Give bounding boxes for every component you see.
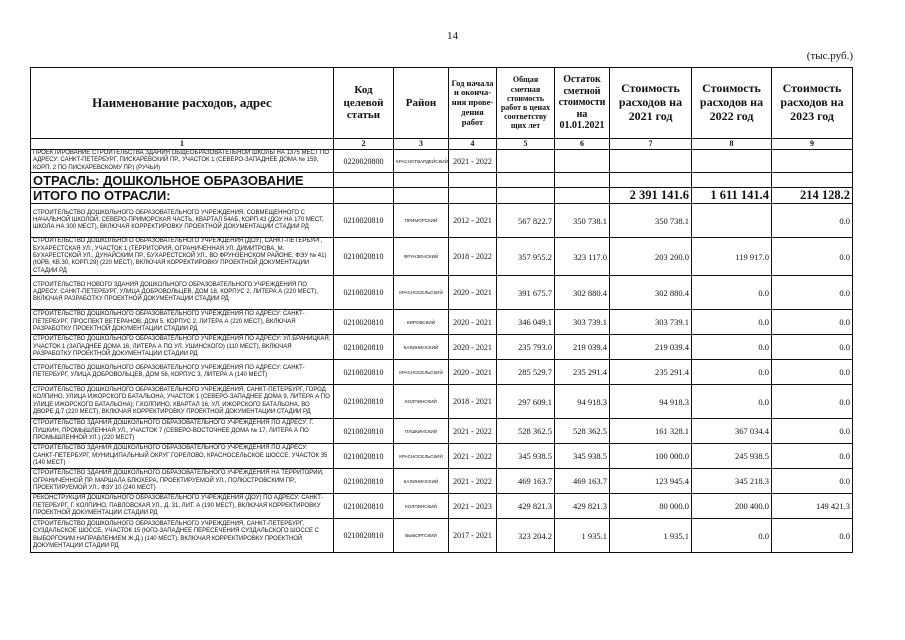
district: КРАСНОГВАРДЕЙСКИЙ — [394, 150, 449, 173]
column-number-row — [31, 139, 853, 150]
cost-2021: 100 000.0 — [610, 444, 692, 469]
expense-name: СТРОИТЕЛЬСТВО ЗДАНИЯ ДОШКОЛЬНОГО ОБРАЗОВАТЕЛЬНОГО УЧРЕЖДЕНИЯ ПО АДРЕСУ: САНКТ-ПЕТЕРБУРГ, МУНИЦИПАЛЬНЫЙ ОКРУГ ГОРЕЛОВО, КРАСНОСЕЛЬСКОЕ ШОССЕ, УЧАСТОК 35 (140 МЕСТ) — [31, 444, 334, 469]
expense-name: СТРОИТЕЛЬСТВО ДОШКОЛЬНОГО ОБРАЗОВАТЕЛЬНОГО УЧРЕЖДЕНИЯ, САНКТ-ПЕТЕРБУРГ, СУЗДАЛЬСКОЕ ШОССЕ, УЧАСТОК 15 (ЮГО-ЗАПАДНЕЕ ПЕРЕСЕЧЕНИЯ СУЗДАЛЬСКОГО ШОССЕ С ВЫБОРГСКИМ НАПРАВЛЕНИЕМ Ж.Д.) (140 МЕСТ), ВКЛЮЧАЯ КОРРЕКТИРОВКУ ПРОЕКТНОЙ ДОКУМЕНТАЦИИ СТАДИИ РД — [31, 519, 334, 553]
cost-2023: 0.0 — [772, 419, 853, 444]
cost-2022: 0.0 — [692, 310, 772, 335]
work-years: 2021 - 2022 — [449, 444, 497, 469]
cost-2022: 119 917.0 — [692, 238, 772, 276]
cost-2022: 245 938.5 — [692, 444, 772, 469]
total-estimate: 528 362.5 — [497, 419, 555, 444]
cost-2021: 1 935.1 — [610, 519, 692, 553]
work-years: 2021 - 2022 — [449, 150, 497, 173]
cost-2022: 0.0 — [692, 519, 772, 553]
empty-cell — [334, 173, 394, 188]
expense-name: СТРОИТЕЛЬСТВО ДОШКОЛЬНОГО ОБРАЗОВАТЕЛЬНОГО УЧРЕЖДЕНИЯ, СОВМЕЩЕННОГО С НАЧАЛЬНОЙ ШКОЛОЙ, СЕВЕРО-ПРИМОРСКАЯ ЧАСТЬ, КВАРТАЛ 54АБ, КОРП.43 (ДОУ НА 170 МЕСТ, ШКОЛА НА 300 МЕСТ), ВКЛЮЧАЯ КОРРЕКТИРОВКУ ПРОЕКТНОЙ ДОКУМЕНТАЦИИ СТАДИИ РД — [31, 204, 334, 238]
remaining-estimate: 219 039.4 — [555, 335, 610, 360]
remaining-estimate: 94 918.3 — [555, 385, 610, 419]
cost-2021: 123 945.4 — [610, 469, 692, 494]
header-cost-2022: Стоимость расходов на 2022 год — [692, 68, 772, 139]
total-estimate: 357 955.2 — [497, 238, 555, 276]
cost-2023: 0.0 — [772, 276, 853, 310]
expense-name: СТРОИТЕЛЬСТВО НОВОГО ЗДАНИЯ ДОШКОЛЬНОГО ОБРАЗОВАТЕЛЬНОГО УЧРЕЖДЕНИЯ ПО АДРЕСУ: САНКТ-ПЕТЕРБУРГ, УЛИЦА ДОБРОВОЛЬЦЕВ, ДОМ 18, КОРПУС 2, ЛИТЕРА А (220 МЕСТ), ВКЛЮЧАЯ РАЗРАБОТКУ ПРОЕКТНОЙ ДОКУМЕНТАЦИИ СТАДИИ РД — [31, 276, 334, 310]
table-row — [31, 519, 853, 553]
expense-name: СТРОИТЕЛЬСТВО ЗДАНИЯ ДОШКОЛЬНОГО ОБРАЗОВАТЕЛЬНОГО УЧРЕЖДЕНИЯ НА ТЕРРИТОРИИ, ОГРАНИЧЕННОЙ ПР. МАРШАЛА БЛЮХЕРА, ПРОЕКТИРУЕМОЙ УЛ., ПОЛЮСТРОВСКИМ ПР., ПРОЕКТИРУЕМОЙ УЛ., ФЗУ 10 (240 МЕСТ) — [31, 469, 334, 494]
district: КОЛПИНСКИЙ — [394, 494, 449, 519]
remaining-estimate: 1 935.1 — [555, 519, 610, 553]
section-total-row — [31, 188, 853, 204]
column-number: 3 — [394, 139, 449, 150]
district: ВЫБОРГСКИЙ — [394, 519, 449, 553]
cost-2022 — [692, 204, 772, 238]
section-total-label: ИТОГО ПО ОТРАСЛИ: — [31, 188, 334, 204]
cost-2023: 149 421.3 — [772, 494, 853, 519]
empty-cell — [692, 173, 772, 188]
work-years: 2020 - 2021 — [449, 360, 497, 385]
cost-2021: 219 039.4 — [610, 335, 692, 360]
table-row — [31, 419, 853, 444]
column-number: 2 — [334, 139, 394, 150]
work-years: 2021 - 2023 — [449, 494, 497, 519]
target-code: 0210020810 — [334, 419, 394, 444]
cost-2021: 302 880.4 — [610, 276, 692, 310]
cost-2021: 203 200.0 — [610, 238, 692, 276]
cost-2022: 367 034.4 — [692, 419, 772, 444]
total-estimate: 469 163.7 — [497, 469, 555, 494]
remaining-estimate: 302 880.4 — [555, 276, 610, 310]
district: КИРОВСКИЙ — [394, 310, 449, 335]
work-years: 2012 - 2021 — [449, 204, 497, 238]
page-number: 14 — [447, 30, 458, 42]
work-years: 2018 - 2021 — [449, 385, 497, 419]
header-total-cost: Общая сметная стоимость работ в ценах соответству щих лет — [497, 68, 555, 139]
column-number: 1 — [31, 139, 334, 150]
target-code: 0210020810 — [334, 335, 394, 360]
total-estimate: 323 204.2 — [497, 519, 555, 553]
district: КРАСНОСЕЛЬСКИЙ — [394, 444, 449, 469]
table-row — [31, 335, 853, 360]
target-code: 0210020810 — [334, 310, 394, 335]
cost-2021: 94 918.3 — [610, 385, 692, 419]
table-row — [31, 150, 853, 173]
remaining-estimate: 429 821.3 — [555, 494, 610, 519]
expense-name: СТРОИТЕЛЬСТВО ДОШКОЛЬНОГО ОБРАЗОВАТЕЛЬНОГО УЧРЕЖДЕНИЯ ПО АДРЕСУ: САНКТ-ПЕТЕРБУРГ, УЛИЦА ДОБРОВОЛЬЦЕВ, ДОМ 56, КОРПУС 3, ЛИТЕРА А (140 МЕСТ) — [31, 360, 334, 385]
cost-2022: 0.0 — [692, 360, 772, 385]
section-title: ОТРАСЛЬ: ДОШКОЛЬНОЕ ОБРАЗОВАНИЕ — [31, 173, 334, 188]
target-code: 0210020810 — [334, 276, 394, 310]
table-row — [31, 310, 853, 335]
expense-name: СТРОИТЕЛЬСТВО ДОШКОЛЬНОГО ОБРАЗОВАТЕЛЬНОГО УЧРЕЖДЕНИЯ ПО АДРЕСУ: УЛ.БРАНИЦКАЯ, УЧАСТОК 1 (ЗАПАДНЕЕ ДОМА 16, ЛИТЕРА А ПО УЛ. УШИНСКОГО) (110 МЕСТ), ВКЛЮЧАЯ РАЗРАБОТКУ ПРОЕКТНОЙ ДОКУМЕНТАЦИИ СТАДИИ РД — [31, 335, 334, 360]
total-estimate: 235 793.0 — [497, 335, 555, 360]
cost-2021: 235 291.4 — [610, 360, 692, 385]
header-remaining: Остаток сметной стоимости на 01.01.2021 — [555, 68, 610, 139]
target-code: 0210020810 — [334, 469, 394, 494]
expense-name: ПРОЕКТИРОВАНИЕ СТРОИТЕЛЬСТВА ЗДАНИЯ ОБЩЕОБРАЗОВАТЕЛЬНОЙ ШКОЛЫ НА 1375 МЕСТ ПО АДРЕСУ: САНКТ-ПЕТЕРБУРГ, ПИСКАРЕВСКИЙ ПР., УЧАСТОК 1 (СЕВЕРО-ЗАПАДНЕЕ ДОМА № 159, КОРП. 2 ПО ПИСКАРЕВСКОМУ ПР.) (РУЧЬИ) — [31, 150, 334, 173]
column-number: 6 — [555, 139, 610, 150]
cost-2022: 345 218.3 — [692, 469, 772, 494]
remaining-estimate: 323 117.0 — [555, 238, 610, 276]
empty-cell — [555, 188, 610, 204]
remaining-estimate: 528 362.5 — [555, 419, 610, 444]
work-years: 2021 - 2022 — [449, 469, 497, 494]
total-2022: 1 611 141.4 — [692, 188, 772, 204]
cost-2021: 303 739.1 — [610, 310, 692, 335]
expense-name: СТРОИТЕЛЬСТВО ДОШКОЛЬНОГО ОБРАЗОВАТЕЛЬНОГО УЧРЕЖДЕНИЯ ПО АДРЕСУ: САНКТ-ПЕТЕРБУРГ, ПРОСПЕКТ ВЕТЕРАНОВ, ДОМ 5, КОРПУС 2, ЛИТЕРА А (220 МЕСТ), ВКЛЮЧАЯ РАЗРАБОТКУ ПРОЕКТНОЙ ДОКУМЕНТАЦИИ СТАДИИ РД — [31, 310, 334, 335]
expense-name: СТРОИТЕЛЬСТВО ДОШКОЛЬНОГО ОБРАЗОВАТЕЛЬНОГО УЧРЕЖДЕНИЯ, САНКТ-ПЕТЕРБУРГ, ГОРОД КОЛПИНО, УЛИЦА ИЖОРСКОГО БАТАЛЬОНА, УЧАСТОК 1 (СЕВЕРО-ЗАПАДНЕЕ ДОМА 9, ЛИТЕРА А ПО УЛИЦЕ ИЖОРСКОГО БАТАЛЬОНА); Г.КОЛПИНО, КВАРТАЛ 16, УЛ. ИЖОРСКОГО БАТАЛЬОНА, ВО ДВОРЕ Д.7 (220 МЕСТ), ВКЛЮЧАЯ КОРРЕКТИРОВКУ ПРОЕКТНОЙ ДОКУМЕНТАЦИИ СТАДИИ РД — [31, 385, 334, 419]
expense-name: СТРОИТЕЛЬСТВО ДОШКОЛЬНОГО ОБРАЗОВАТЕЛЬНОГО УЧРЕЖДЕНИЯ (ДОУ), САНКТ-ПЕТЕРБУРГ, БУХАРЕСТСКАЯ УЛ., УЧАСТОК 1 (ТЕРРИТОРИЯ, ОГРАНИЧЕННАЯ УЛ. ДИМИТРОВА, М. БУХАРЕСТСКОЙ УЛ., ДУНАЙСКИМ ПР., БУХАРЕСТСКОЙ УЛ., ВО ФРУНЗЕНСКОМ РАЙОНЕ, ФЭУ № 41) (ЮРВ, КВ.30, КОРП.29) (220 МЕСТ), ВКЛЮЧАЯ КОРРЕКТИРОВКУ ПРОЕКТНОЙ ДОКУМЕНТАЦИИ СТАДИИ РД — [31, 238, 334, 276]
header-name: Наименование расходов, адрес — [31, 68, 334, 139]
cost-2023: 0.0 — [772, 335, 853, 360]
cost-2022: 200 400.0 — [692, 494, 772, 519]
empty-cell — [497, 150, 555, 173]
total-estimate: 391 675.7 — [497, 276, 555, 310]
cost-2023: 0.0 — [772, 385, 853, 419]
column-number: 7 — [610, 139, 692, 150]
cost-2021: 80 000.0 — [610, 494, 692, 519]
table-row — [31, 494, 853, 519]
empty-cell — [394, 188, 449, 204]
empty-cell — [449, 173, 497, 188]
work-years: 2018 - 2022 — [449, 238, 497, 276]
table-row — [31, 360, 853, 385]
empty-cell — [449, 188, 497, 204]
total-estimate: 429 821.3 — [497, 494, 555, 519]
empty-cell — [555, 173, 610, 188]
empty-cell — [772, 150, 853, 173]
cost-2022: 0.0 — [692, 385, 772, 419]
empty-cell — [610, 173, 692, 188]
remaining-estimate: 235 291.4 — [555, 360, 610, 385]
header-cost-2023: Стоимость расходов на 2023 год — [772, 68, 853, 139]
target-code: 0210020810 — [334, 360, 394, 385]
column-number: 9 — [772, 139, 853, 150]
empty-cell — [555, 150, 610, 173]
remaining-estimate: 303 739.1 — [555, 310, 610, 335]
cost-2021: 161 328.1 — [610, 419, 692, 444]
remaining-estimate: 469 163.7 — [555, 469, 610, 494]
cost-2023: 0.0 — [772, 469, 853, 494]
cost-2021: 350 738.1 — [610, 204, 692, 238]
district: ПРИМОРСКИЙ — [394, 204, 449, 238]
column-number: 4 — [449, 139, 497, 150]
total-estimate: 285 529.7 — [497, 360, 555, 385]
cost-2022: 0.0 — [692, 335, 772, 360]
district: КАЛИНИНСКИЙ — [394, 335, 449, 360]
empty-cell — [497, 173, 555, 188]
total-estimate: 345 938.5 — [497, 444, 555, 469]
target-code: 0210020810 — [334, 519, 394, 553]
table-row — [31, 276, 853, 310]
work-years: 2020 - 2021 — [449, 310, 497, 335]
table-row — [31, 204, 853, 238]
empty-cell — [772, 173, 853, 188]
work-years: 2020 - 2021 — [449, 335, 497, 360]
district: КАЛИНИНСКИЙ — [394, 469, 449, 494]
district: КОЛПИНСКИЙ — [394, 385, 449, 419]
budget-table — [30, 67, 853, 553]
total-2023: 214 128.2 — [772, 188, 853, 204]
district: КРАСНОСЕЛЬСКИЙ — [394, 360, 449, 385]
table-row — [31, 444, 853, 469]
empty-cell — [334, 188, 394, 204]
target-code: 0210020810 — [334, 238, 394, 276]
work-years: 2020 - 2021 — [449, 276, 497, 310]
empty-cell — [692, 150, 772, 173]
district: КРАСНОСЕЛЬСКИЙ — [394, 276, 449, 310]
column-number: 5 — [497, 139, 555, 150]
cost-2023: 0.0 — [772, 238, 853, 276]
table-row — [31, 469, 853, 494]
cost-2023: 0.0 — [772, 519, 853, 553]
table-row — [31, 385, 853, 419]
target-code: 0210020810 — [334, 385, 394, 419]
district: ПУШКИНСКИЙ — [394, 419, 449, 444]
header-years: Год начала и оконча-ния прове-дения работ — [449, 68, 497, 139]
header-district: Район — [394, 68, 449, 139]
empty-cell — [497, 188, 555, 204]
column-number: 8 — [692, 139, 772, 150]
total-estimate: 346 049.1 — [497, 310, 555, 335]
remaining-estimate: 345 938.5 — [555, 444, 610, 469]
empty-cell — [610, 150, 692, 173]
remaining-estimate: 350 738.1 — [555, 204, 610, 238]
cost-2023: 0.0 — [772, 204, 853, 238]
section-title-row — [31, 173, 853, 188]
header-code: Код целевой статьи — [334, 68, 394, 139]
district: ФРУНЗЕНСКИЙ — [394, 238, 449, 276]
work-years: 2021 - 2022 — [449, 419, 497, 444]
total-2021: 2 391 141.6 — [610, 188, 692, 204]
target-code: 0210020810 — [334, 494, 394, 519]
cost-2023: 0.0 — [772, 360, 853, 385]
table-row — [31, 238, 853, 276]
total-estimate: 567 822.7 — [497, 204, 555, 238]
empty-cell — [394, 173, 449, 188]
total-estimate: 297 609.1 — [497, 385, 555, 419]
target-code: 0210020810 — [334, 204, 394, 238]
cost-2023: 0.0 — [772, 310, 853, 335]
header-row — [31, 68, 853, 139]
units-label: (тыс.руб.) — [806, 50, 853, 62]
expense-name: РЕКОНСТРУКЦИЯ ДОШКОЛЬНОГО ОБРАЗОВАТЕЛЬНОГО УЧРЕЖДЕНИЯ (ДОУ) ПО АДРЕСУ: САНКТ-ПЕТЕРБУРГ, Г. КОЛПИНО, ПАВЛОВСКАЯ УЛ., Д. 31, ЛИТ. А (190 МЕСТ), ВКЛЮЧАЯ КОРРЕКТИРОВКУ ПРОЕКТНОЙ ДОКУМЕНТАЦИИ СТАДИИ РД — [31, 494, 334, 519]
target-code: 0220020800 — [334, 150, 394, 173]
work-years: 2017 - 2021 — [449, 519, 497, 553]
cost-2023: 0.0 — [772, 444, 853, 469]
target-code: 0210020810 — [334, 444, 394, 469]
expense-name: СТРОИТЕЛЬСТВО ЗДАНИЯ ДОШКОЛЬНОГО ОБРАЗОВАТЕЛЬНОГО УЧРЕЖДЕНИЯ ПО АДРЕСУ: Г. ПУШКИН, ПРОМЫШЛЕННАЯ УЛ., УЧАСТОК 7 (СЕВЕРО-ВОСТОЧНЕЕ ДОМА № 17, ЛИТЕРА А ПО ПРОМЫШЛЕННОЙ УЛ.) (220 МЕСТ) — [31, 419, 334, 444]
cost-2022: 0.0 — [692, 276, 772, 310]
header-cost-2021: Стоимость расходов на 2021 год — [610, 68, 692, 139]
